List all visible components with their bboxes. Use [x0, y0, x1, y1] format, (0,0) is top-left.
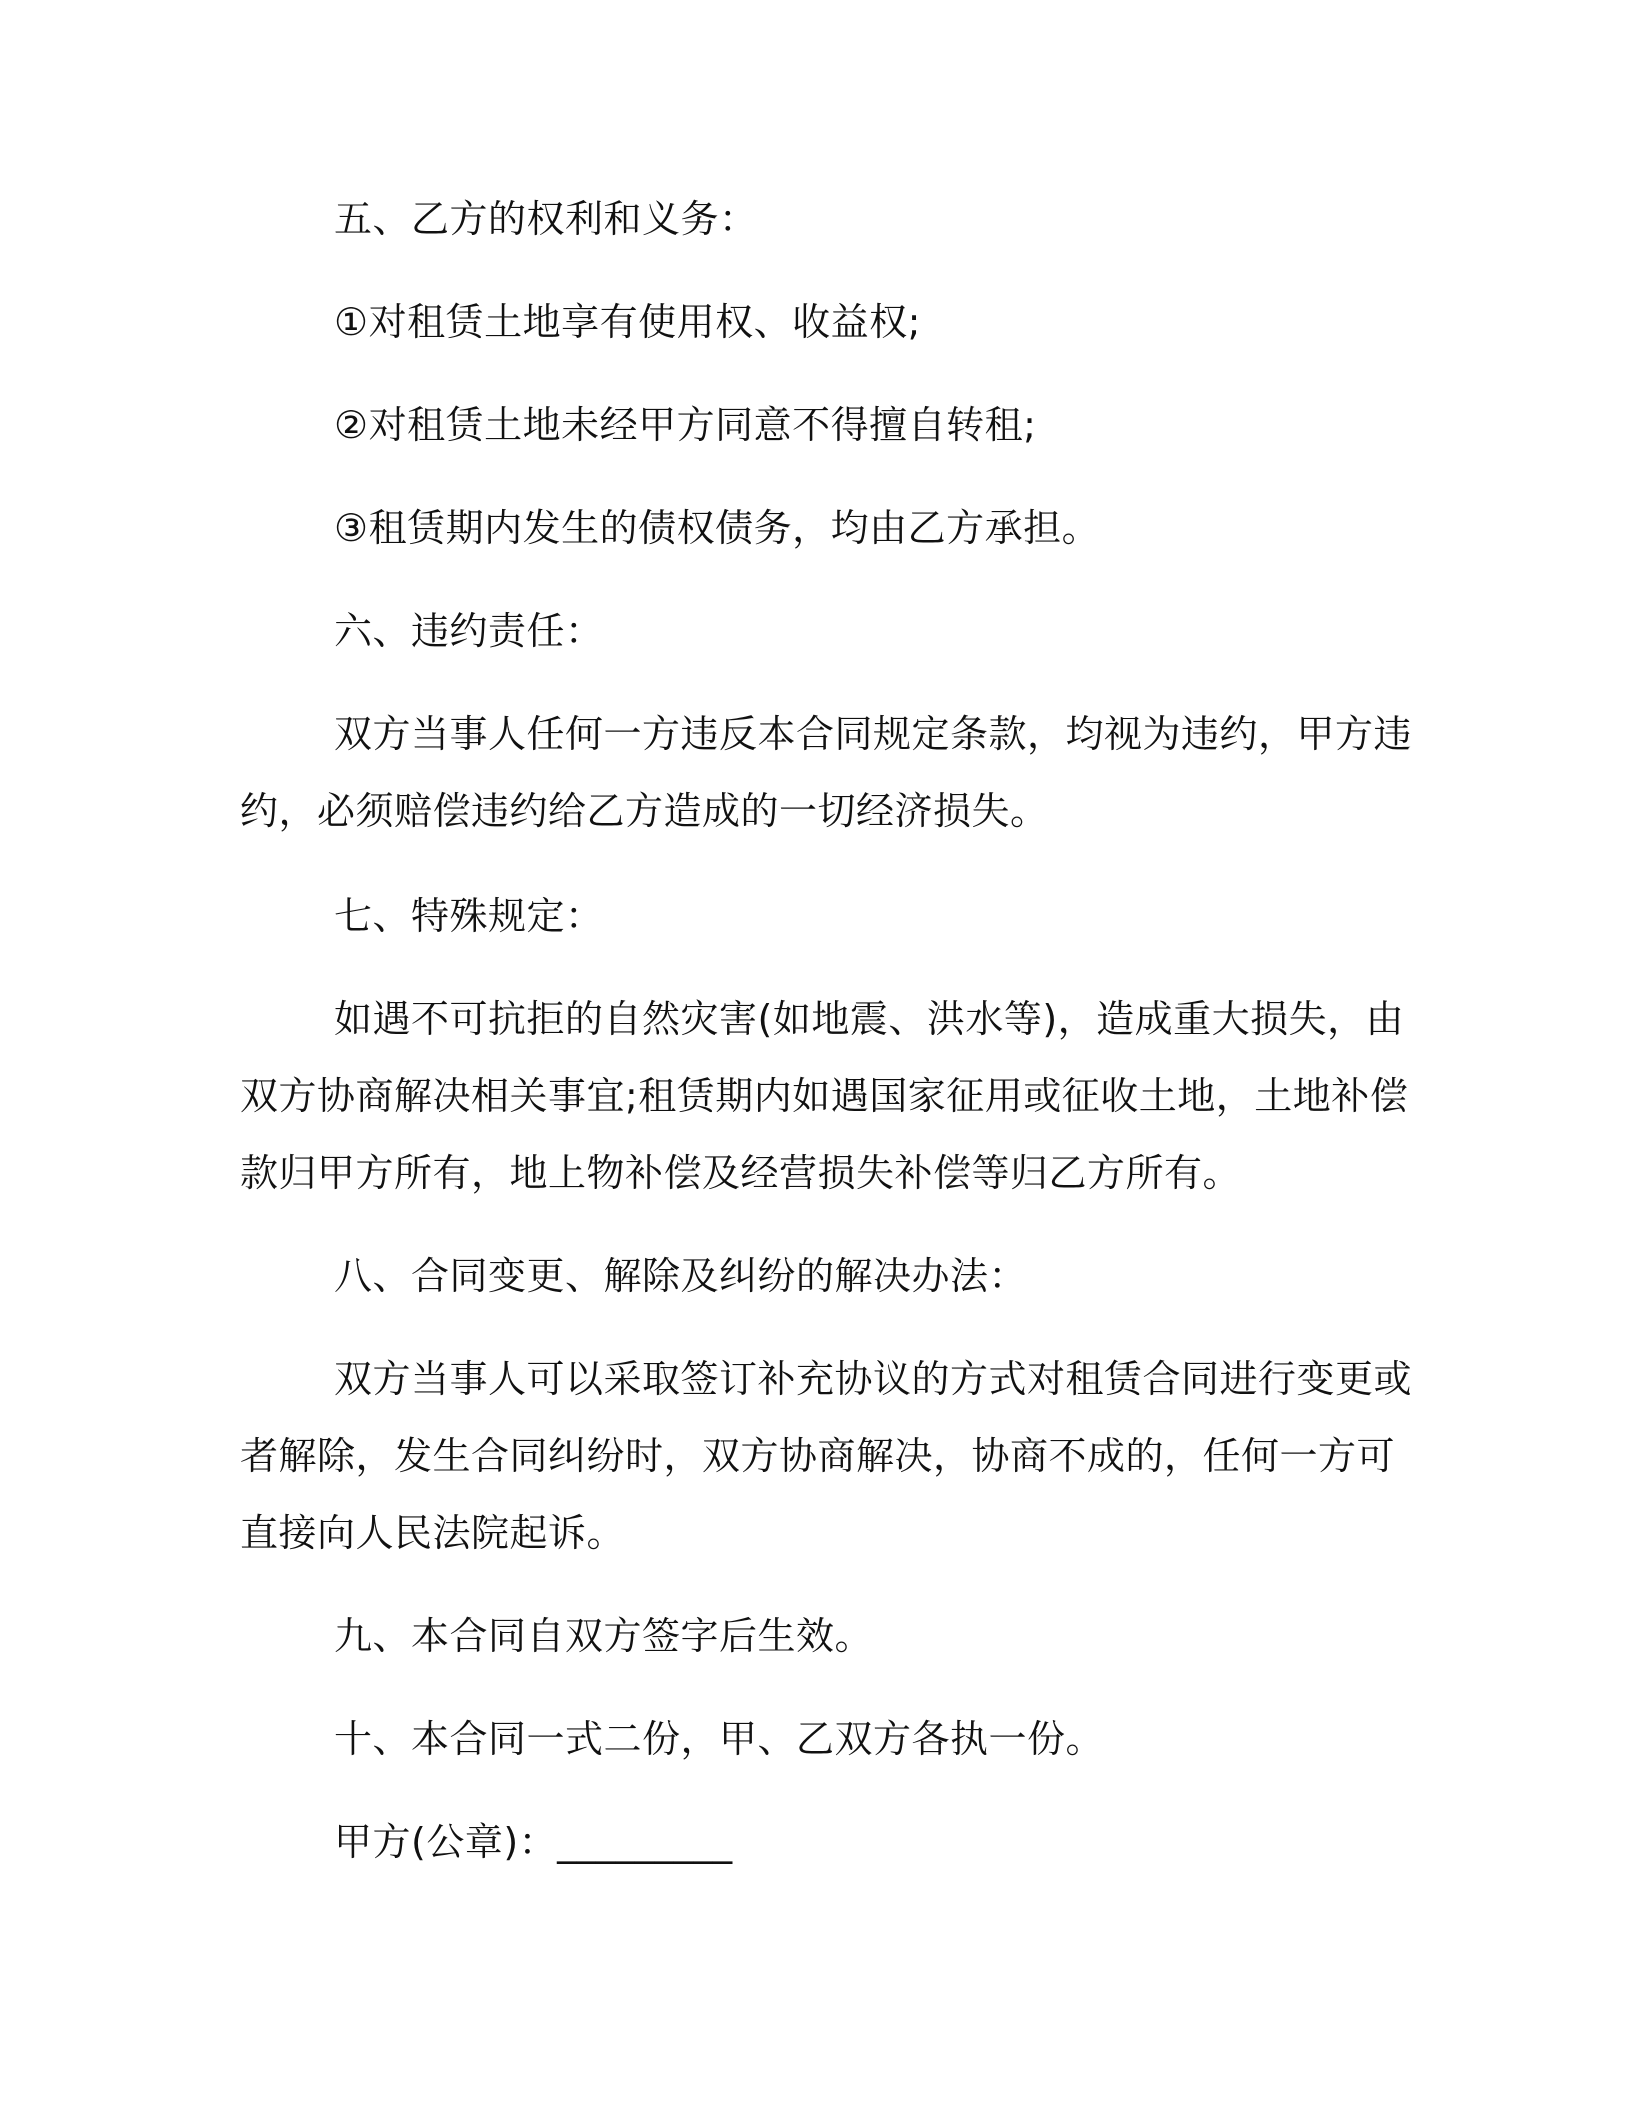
section-7-para-line-3: 款归甲方所有，地上物补偿及经营损失补偿等归乙方所有。 [240, 1151, 1242, 1195]
section-7-para-line-1: 如遇不可抗拒的自然灾害(如地震、洪水等)，造成重大损失，由 [334, 997, 1405, 1041]
section-8-para-line-2: 者解除，发生合同纠纷时，双方协商解决，协商不成的，任何一方可 [240, 1434, 1396, 1478]
section-7-heading: 七、特殊规定： [334, 894, 604, 938]
party-a-seal-line: 甲方(公章)：_________ [334, 1820, 733, 1864]
section-7-para-line-2: 双方协商解决相关事宜;租赁期内如遇国家征用或征收土地，土地补偿 [240, 1074, 1409, 1118]
section-5-item-3: ③租赁期内发生的债权债务，均由乙方承担。 [334, 506, 1101, 550]
section-6-para-line-1: 双方当事人任何一方违反本合同规定条款，均视为违约，甲方违 [334, 712, 1413, 756]
section-6-para-line-2: 约，必须赔偿违约给乙方造成的一切经济损失。 [240, 789, 1049, 833]
section-8-para-line-1: 双方当事人可以采取签订补充协议的方式对租赁合同进行变更或 [334, 1357, 1413, 1401]
section-5-heading: 五、乙方的权利和义务： [334, 197, 758, 241]
section-8-para-line-3: 直接向人民法院起诉。 [240, 1511, 626, 1555]
section-5-item-2: ②对租赁土地未经甲方同意不得擅自转租; [334, 403, 1037, 447]
section-6-heading: 六、违约责任： [334, 609, 604, 653]
section-10: 十、本合同一式二份，甲、乙双方各执一份。 [334, 1717, 1105, 1761]
section-8-heading: 八、合同变更、解除及纠纷的解决办法： [334, 1254, 1028, 1298]
section-9: 九、本合同自双方签字后生效。 [334, 1614, 874, 1658]
section-5-item-1: ①对租赁土地享有使用权、收益权; [334, 300, 921, 344]
